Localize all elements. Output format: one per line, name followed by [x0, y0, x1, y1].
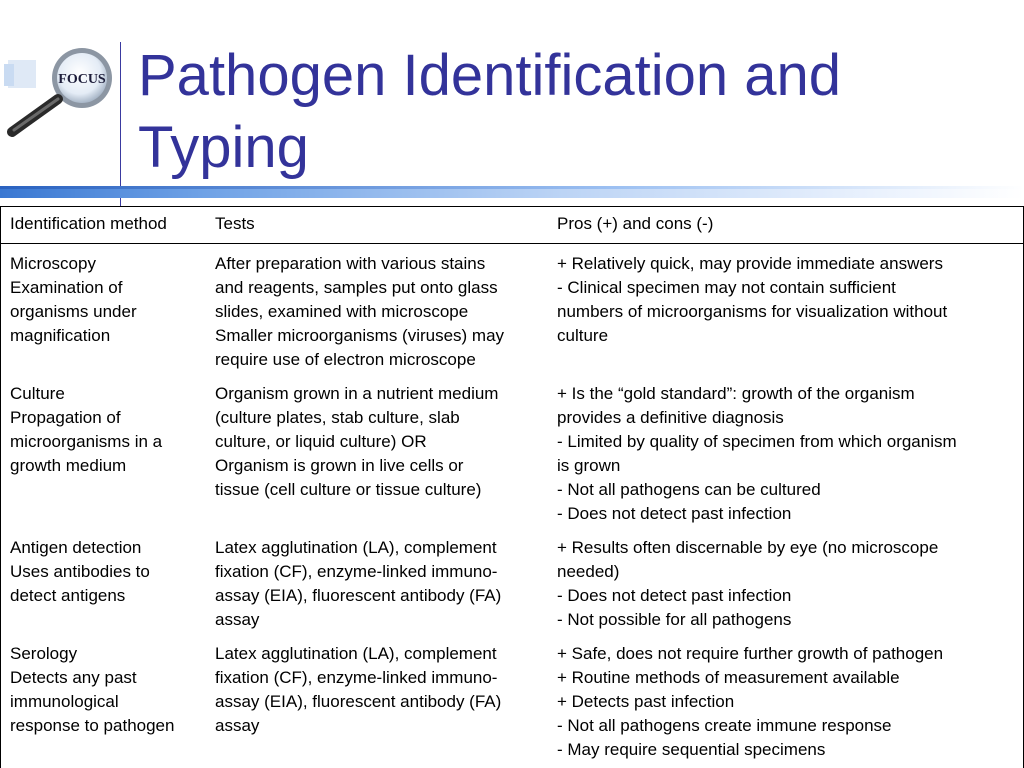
- tests-line: slides, examined with microscope: [215, 302, 469, 321]
- tests-cell: [205, 632, 547, 762]
- tests-line: assay (EIA), fluorescent antibody (FA): [215, 586, 502, 605]
- header-pros-cons: Pros (+) and cons (-): [547, 207, 1024, 244]
- table-row: [0, 526, 1024, 632]
- identification-methods-table: [0, 206, 1024, 762]
- method-description-line: Propagation of: [10, 408, 121, 427]
- tests-cell: [205, 526, 547, 632]
- method-name: Culture: [10, 384, 65, 403]
- method-description-line: response to pathogen: [10, 716, 175, 735]
- table-row: [0, 632, 1024, 762]
- pros-cons-line: - Not all pathogens can be cultured: [557, 480, 821, 499]
- method-description-line: Detects any past: [10, 668, 137, 687]
- tests-cell: [205, 372, 547, 526]
- method-description-line: Examination of: [10, 278, 123, 297]
- method-description-line: immunological: [10, 692, 119, 711]
- pros-cons-line: culture: [557, 326, 609, 345]
- pros-cons-cell: [547, 526, 1024, 632]
- pros-cons-line: - Clinical specimen may not contain sufficient: [557, 278, 896, 297]
- pros-cons-line: + Detects past infection: [557, 692, 735, 711]
- method-description-line: magnification: [10, 326, 111, 345]
- pros-cons-line: - Does not detect past infection: [557, 586, 792, 605]
- pros-cons-line: + Routine methods of measurement available: [557, 668, 900, 687]
- tests-line: (culture plates, stab culture, slab: [215, 408, 460, 427]
- pros-cons-line: - Limited by quality of specimen from which organism: [557, 432, 957, 451]
- pros-cons-cell: [547, 632, 1024, 762]
- header-identification-method: Identification method: [0, 207, 205, 244]
- page-title: [138, 40, 1008, 184]
- pros-cons-line: + Results often discernable by eye (no microscope: [557, 538, 939, 557]
- pros-cons-line: - Not all pathogens create immune response: [557, 716, 892, 735]
- method-name: Antigen detection: [10, 538, 142, 557]
- tests-line: Latex agglutination (LA), complement: [215, 644, 497, 663]
- logo-text: FOCUS: [58, 72, 106, 87]
- method-description-line: organisms under: [10, 302, 137, 321]
- method-description-line: Uses antibodies to: [10, 562, 150, 581]
- pros-cons-line: needed): [557, 562, 620, 581]
- tests-cell: [205, 244, 547, 373]
- method-description-line: detect antigens: [10, 586, 126, 605]
- tests-line: Organism grown in a nutrient medium: [215, 384, 499, 403]
- method-description-line: growth medium: [10, 456, 127, 475]
- method-cell: [0, 372, 205, 526]
- tests-line: Organism is grown in live cells or: [215, 456, 464, 475]
- title-line-2: Typing: [138, 115, 309, 180]
- table-body: [0, 244, 1024, 763]
- method-name: Serology: [10, 644, 78, 663]
- tests-line: assay: [215, 610, 260, 629]
- header-gradient-band: [0, 186, 1024, 198]
- table-row: [0, 244, 1024, 373]
- pros-cons-line: + Relatively quick, may provide immediate answers: [557, 254, 943, 273]
- focus-magnifier-logo: [2, 44, 118, 140]
- title-divider-line: [120, 42, 121, 207]
- pros-cons-line: + Safe, does not require further growth of pathogen: [557, 644, 944, 663]
- tests-line: After preparation with various stains: [215, 254, 486, 273]
- pros-cons-line: - Does not detect past infection: [557, 504, 792, 523]
- header-tests: Tests: [205, 207, 547, 244]
- pros-cons-line: - Not possible for all pathogens: [557, 610, 792, 629]
- pros-cons-line: provides a definitive diagnosis: [557, 408, 784, 427]
- title-line-1: Pathogen Identification and: [138, 43, 841, 108]
- method-description-line: microorganisms in a: [10, 432, 163, 451]
- tests-line: and reagents, samples put onto glass: [215, 278, 498, 297]
- tests-line: Smaller microorganisms (viruses) may: [215, 326, 505, 345]
- method-cell: [0, 526, 205, 632]
- table-row: [0, 372, 1024, 526]
- table-header-row: [0, 207, 1024, 244]
- tests-line: assay (EIA), fluorescent antibody (FA): [215, 692, 502, 711]
- pros-cons-line: numbers of microorganisms for visualization without: [557, 302, 948, 321]
- tests-line: fixation (CF), enzyme-linked immuno-: [215, 562, 498, 581]
- pros-cons-cell: [547, 244, 1024, 373]
- pros-cons-line: + Is the “gold standard”: growth of the organism: [557, 384, 915, 403]
- tests-line: require use of electron microscope: [215, 350, 476, 369]
- tests-line: culture, or liquid culture) OR: [215, 432, 427, 451]
- method-name: Microscopy: [10, 254, 96, 273]
- tests-line: Latex agglutination (LA), complement: [215, 538, 497, 557]
- method-cell: [0, 632, 205, 762]
- pros-cons-line: is grown: [557, 456, 621, 475]
- tests-line: tissue (cell culture or tissue culture): [215, 480, 482, 499]
- tests-line: fixation (CF), enzyme-linked immuno-: [215, 668, 498, 687]
- tests-line: assay: [215, 716, 260, 735]
- pros-cons-cell: [547, 372, 1024, 526]
- method-cell: [0, 244, 205, 373]
- pros-cons-line: - May require sequential specimens: [557, 740, 826, 759]
